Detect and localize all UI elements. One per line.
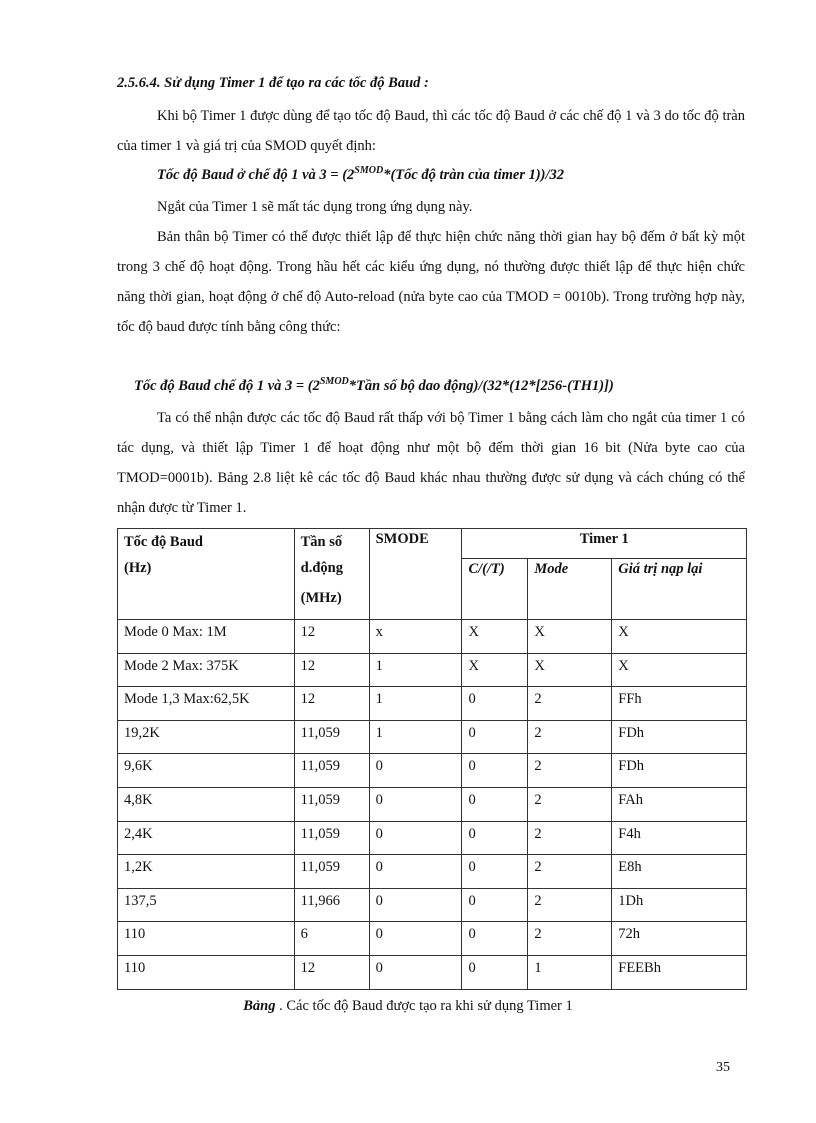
table-row	[118, 787, 747, 821]
cell-baud: Mode 0 Max: 1M	[118, 620, 295, 654]
paragraph-4: Ta có thể nhận được các tốc độ Baud rất thấp với bộ Timer 1 bằng cách làm cho ngắt của timer 1 có tác dụng, và thiết lập Timer 1 để hoạt động như một bộ đếm thời gian 16 bit (Nửa byte cao của TMOD=0001b). Bảng 2.8 liệt kê các tốc độ Baud khác nhau thường được sử dụng và cách chúng có thể nhận được từ Timer 1.	[117, 410, 745, 516]
header-freq-line2: d.động	[300, 560, 343, 576]
header-freq-line1: Tần số	[300, 534, 343, 550]
cell-reload: 1Dh	[612, 888, 747, 922]
header-smode: SMODE	[369, 529, 462, 620]
cell-reload: FDh	[612, 754, 747, 788]
cell-freq: 11,059	[294, 787, 369, 821]
cell-reload: 72h	[612, 922, 747, 956]
cell-ct: 0	[462, 754, 528, 788]
cell-mode: 1	[528, 955, 612, 989]
header-freq-line3: (MHz)	[300, 590, 342, 606]
cell-baud: Mode 1,3 Max:62,5K	[118, 687, 295, 721]
formula-1-sup: SMOD	[354, 165, 384, 177]
cell-baud: 1,2K	[118, 855, 295, 889]
formula-2-pre: Tốc độ Baud chế độ 1 và 3 = (2	[134, 378, 320, 394]
cell-freq: 11,059	[294, 855, 369, 889]
cell-smode: 1	[369, 653, 462, 687]
cell-baud: 4,8K	[118, 787, 295, 821]
cell-reload: E8h	[612, 855, 747, 889]
cell-smode: 0	[369, 821, 462, 855]
formula-2-post: *Tần số bộ dao động)/(32*(12*[256-(TH1)])	[348, 378, 614, 394]
cell-baud: 19,2K	[118, 720, 295, 754]
cell-freq: 11,059	[294, 720, 369, 754]
cell-reload: FDh	[612, 720, 747, 754]
paragraph-3: Bản thân bộ Timer có thể được thiết lập để thực hiện chức năng thời gian hay bộ đếm ở bất kỳ một trong 3 chế độ hoạt động. Trong hầu hết các kiểu ứng dụng, nó thường được thiết lập để thực hiện chức năng thời gian, hoạt động ở chế độ Auto-reload (nửa byte cao của TMOD = 0010b). Trong trường hợp này, tốc độ baud được tính bằng công thức:	[117, 229, 745, 335]
cell-ct: 0	[462, 720, 528, 754]
cell-smode: x	[369, 620, 462, 654]
header-baud-line2: (Hz)	[124, 560, 152, 576]
paragraph-2: Ngắt của Timer 1 sẽ mất tác dụng trong ứng dụng này.	[157, 199, 473, 215]
header-reload: Giá trị nạp lại	[612, 559, 747, 620]
cell-baud: 2,4K	[118, 821, 295, 855]
table-row	[118, 653, 747, 687]
cell-smode: 1	[369, 687, 462, 721]
cell-mode: 2	[528, 787, 612, 821]
cell-smode: 0	[369, 855, 462, 889]
table-row	[118, 821, 747, 855]
cell-smode: 0	[369, 787, 462, 821]
cell-reload: FFh	[612, 687, 747, 721]
cell-freq: 12	[294, 955, 369, 989]
cell-baud: 110	[118, 922, 295, 956]
cell-freq: 12	[294, 687, 369, 721]
cell-mode: 2	[528, 888, 612, 922]
cell-smode: 0	[369, 922, 462, 956]
paragraph-1: Khi bộ Timer 1 được dùng để tạo tốc độ Baud, thì các tốc độ Baud ở các chế độ 1 và 3 do tốc độ tràn của timer 1 và giá trị của SMOD quyết định:	[117, 108, 745, 154]
cell-mode: X	[528, 620, 612, 654]
baud-rate-table	[117, 528, 747, 990]
formula-1-post: *(Tốc độ tràn của timer 1))/32	[383, 167, 565, 183]
header-timer: Timer 1	[462, 529, 747, 559]
cell-ct: 0	[462, 955, 528, 989]
cell-baud: 9,6K	[118, 754, 295, 788]
cell-ct: 0	[462, 787, 528, 821]
table-row	[118, 620, 747, 654]
section-heading: 2.5.6.4. Sử dụng Timer 1 để tạo ra các tốc độ Baud :	[117, 75, 429, 91]
cell-smode: 1	[369, 720, 462, 754]
cell-mode: 2	[528, 720, 612, 754]
cell-reload: FAh	[612, 787, 747, 821]
header-freq	[294, 529, 369, 620]
header-mode: Mode	[528, 559, 612, 620]
cell-smode: 0	[369, 888, 462, 922]
cell-ct: X	[462, 653, 528, 687]
table-row	[118, 687, 747, 721]
table-row	[118, 922, 747, 956]
cell-freq: 12	[294, 620, 369, 654]
cell-mode: 2	[528, 922, 612, 956]
caption-text: . Các tốc độ Baud được tạo ra khi sử dụng Timer 1	[275, 998, 573, 1014]
cell-smode: 0	[369, 955, 462, 989]
cell-ct: 0	[462, 821, 528, 855]
table-row	[118, 855, 747, 889]
table-row	[118, 754, 747, 788]
formula-1-pre: Tốc độ Baud ở chế độ 1 và 3 = (2	[157, 167, 355, 183]
cell-reload: FEEBh	[612, 955, 747, 989]
cell-reload: F4h	[612, 821, 747, 855]
caption-label: Bảng	[243, 998, 276, 1014]
header-baud	[118, 529, 295, 620]
table-caption	[0, 998, 816, 1015]
cell-mode: 2	[528, 855, 612, 889]
header-baud-line1: Tốc độ Baud	[124, 534, 203, 550]
table-row	[118, 955, 747, 989]
cell-ct: 0	[462, 855, 528, 889]
cell-mode: 2	[528, 821, 612, 855]
cell-ct: 0	[462, 888, 528, 922]
cell-ct: 0	[462, 922, 528, 956]
cell-reload: X	[612, 653, 747, 687]
cell-mode: 2	[528, 687, 612, 721]
cell-baud: 137,5	[118, 888, 295, 922]
page-number: 35	[716, 1060, 730, 1075]
cell-freq: 6	[294, 922, 369, 956]
cell-ct: X	[462, 620, 528, 654]
formula-1	[157, 167, 564, 184]
table-row	[118, 888, 747, 922]
header-ct: C/(/T)	[462, 559, 528, 620]
cell-freq: 11,059	[294, 821, 369, 855]
cell-freq: 12	[294, 653, 369, 687]
cell-freq: 11,059	[294, 754, 369, 788]
cell-mode: 2	[528, 754, 612, 788]
cell-baud: 110	[118, 955, 295, 989]
formula-2-sup: SMOD	[319, 376, 349, 388]
cell-ct: 0	[462, 687, 528, 721]
cell-baud: Mode 2 Max: 375K	[118, 653, 295, 687]
formula-2	[134, 378, 614, 395]
cell-mode: X	[528, 653, 612, 687]
cell-reload: X	[612, 620, 747, 654]
cell-smode: 0	[369, 754, 462, 788]
table-row	[118, 720, 747, 754]
cell-freq: 11,966	[294, 888, 369, 922]
